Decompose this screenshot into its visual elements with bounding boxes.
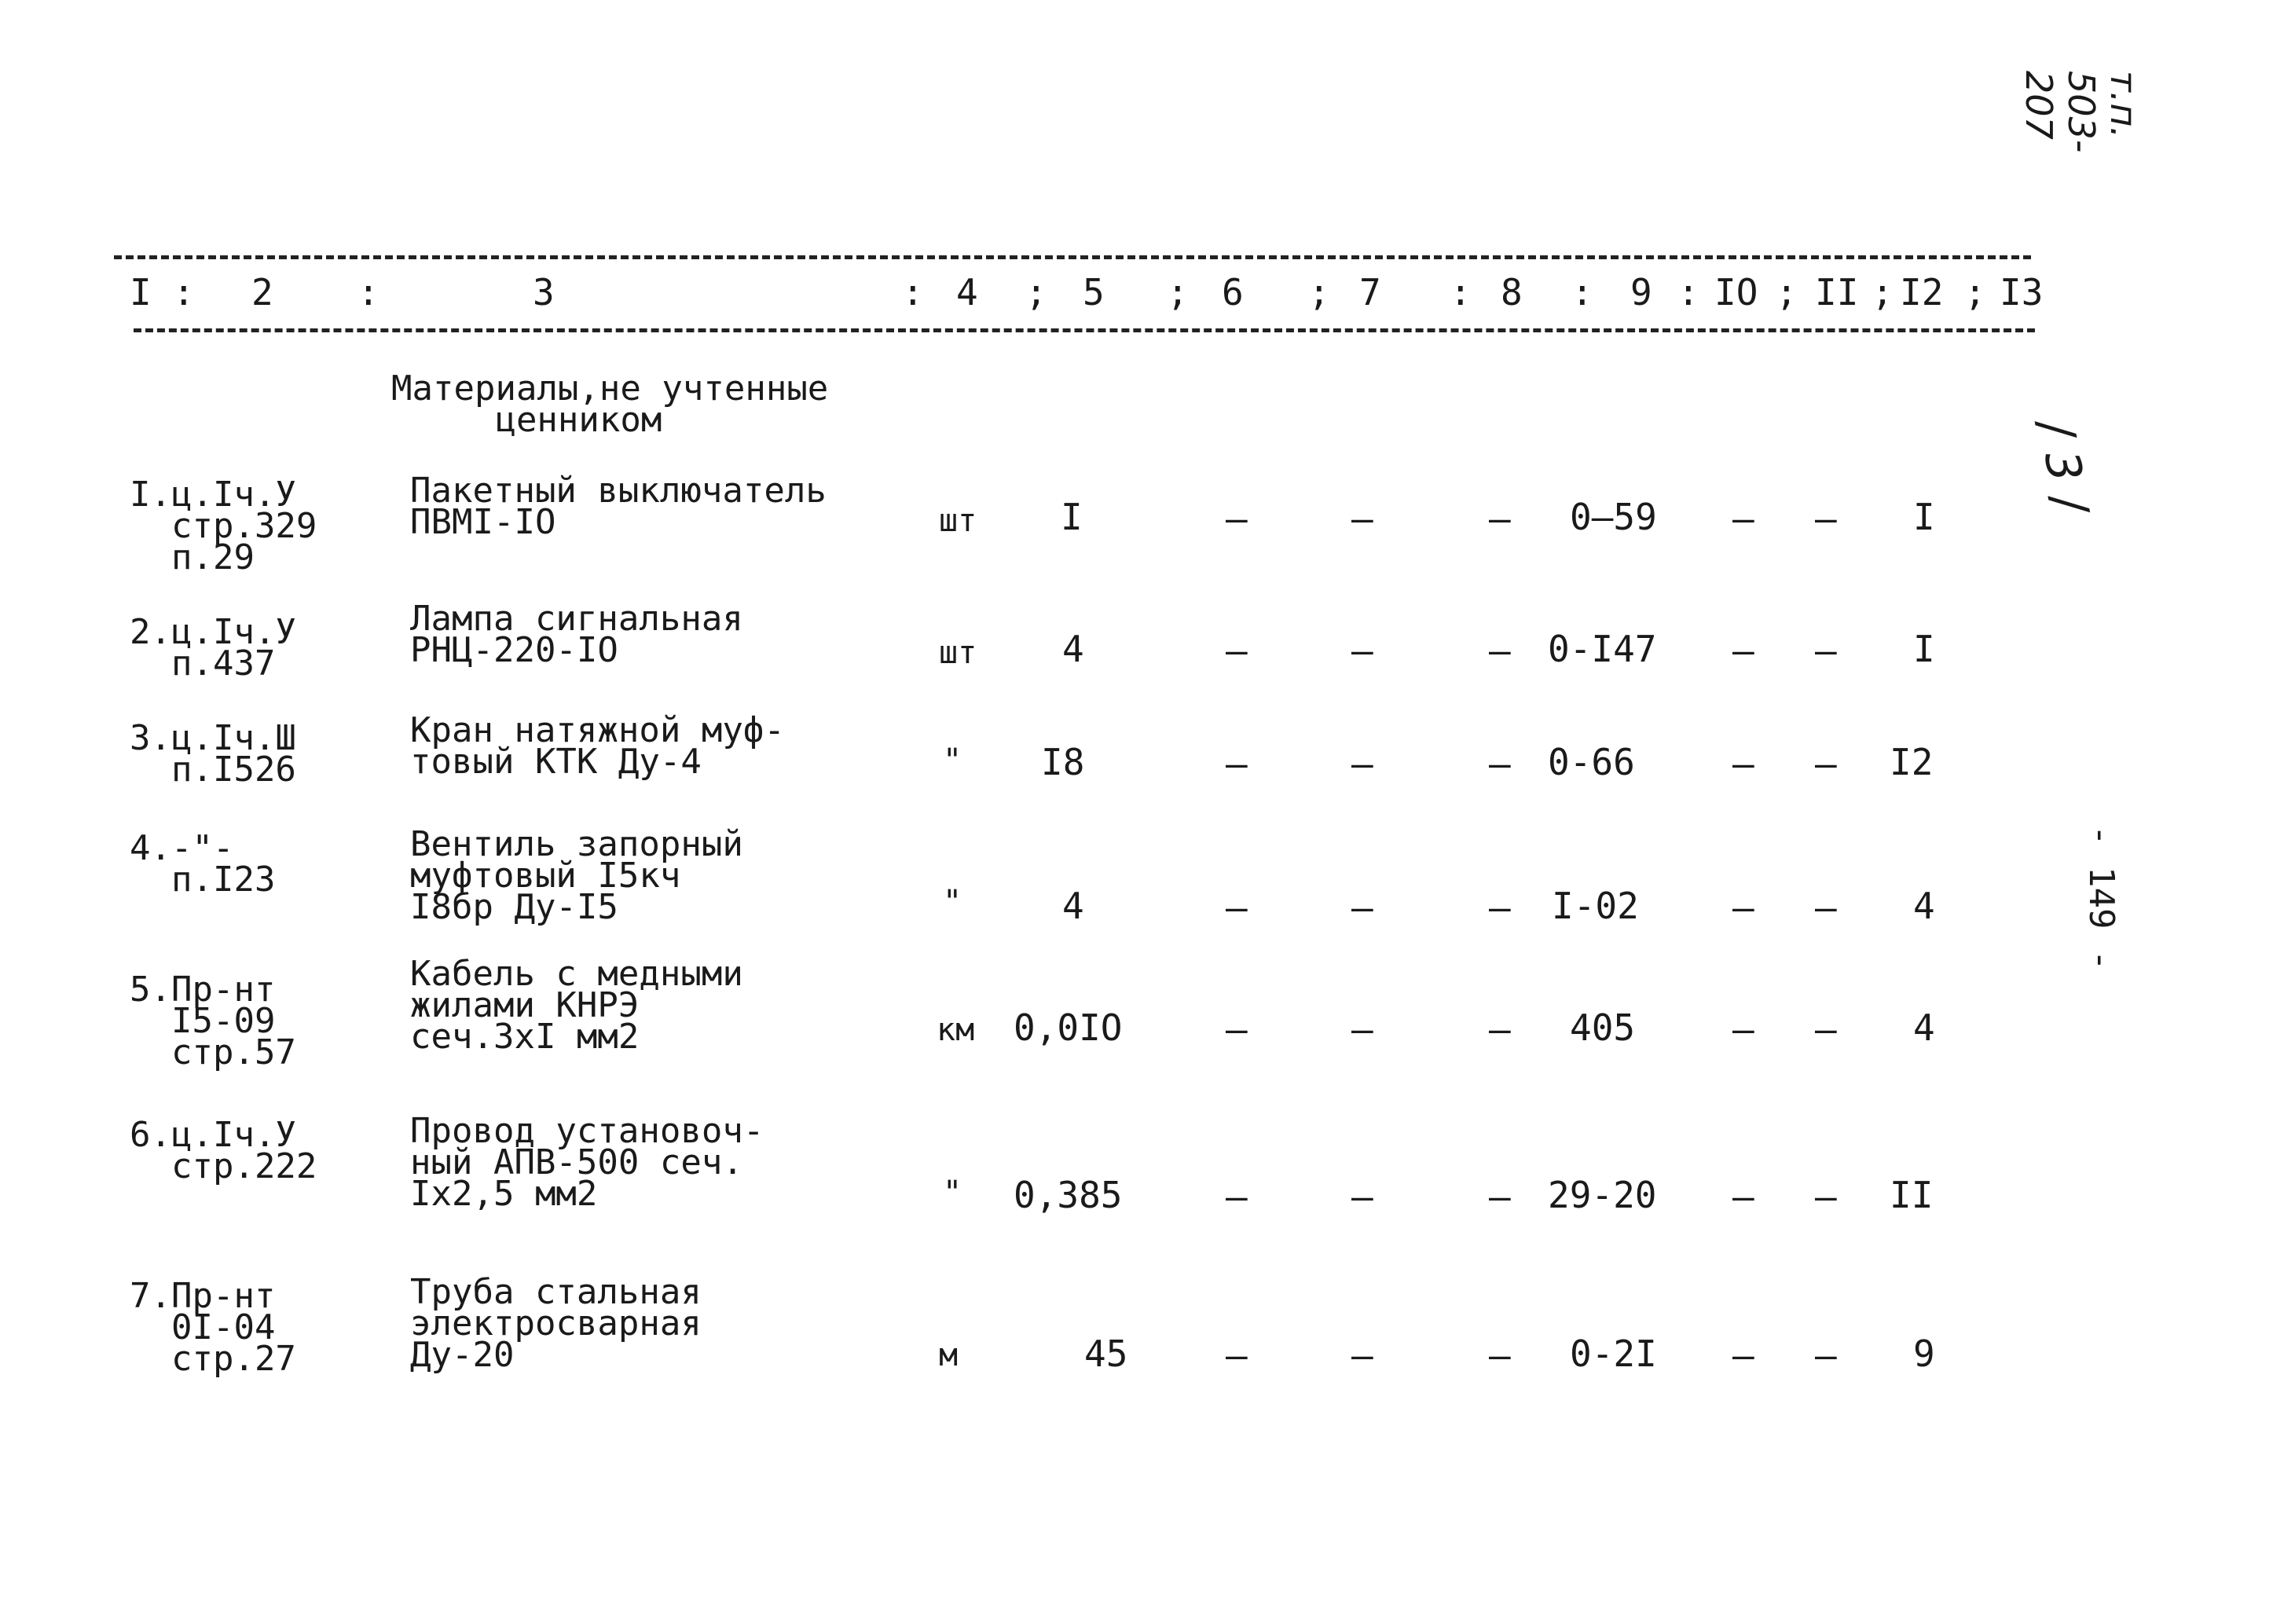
row-c11: – bbox=[1815, 629, 1837, 672]
row-c8: – bbox=[1489, 497, 1511, 540]
row-c12: II bbox=[1890, 1174, 1934, 1216]
col-separator: : bbox=[173, 271, 195, 313]
row-c7: – bbox=[1351, 742, 1373, 785]
row-qty: I bbox=[1061, 496, 1083, 538]
row-c11: – bbox=[1815, 886, 1837, 929]
row-c11: – bbox=[1815, 1008, 1837, 1050]
row-c6: – bbox=[1226, 886, 1248, 929]
row-ref: 6.ц.Iч.У стр.222 bbox=[130, 1115, 317, 1186]
col-header-7: 7 bbox=[1359, 271, 1381, 313]
col-header-1: I bbox=[130, 271, 152, 313]
row-c11: – bbox=[1815, 497, 1837, 540]
row-c7: – bbox=[1351, 629, 1373, 672]
row-c12: 4 bbox=[1913, 885, 1935, 927]
row-c8: – bbox=[1489, 742, 1511, 785]
row-ref: 7.Пр-нт 0I-04 стр.27 bbox=[130, 1276, 296, 1379]
row-c7: – bbox=[1351, 1008, 1373, 1050]
row-price: 29-20 bbox=[1548, 1174, 1657, 1216]
row-c10: – bbox=[1732, 742, 1754, 785]
col-header-5: 5 bbox=[1083, 271, 1105, 313]
row-c12: 9 bbox=[1913, 1333, 1935, 1375]
row-c10: – bbox=[1732, 629, 1754, 672]
row-ref: 2.ц.Iч.У п.437 bbox=[130, 612, 296, 684]
row-unit: шт bbox=[939, 503, 977, 539]
row-c10: – bbox=[1732, 1175, 1754, 1218]
header-rule-top bbox=[114, 255, 2031, 259]
row-name: Вентиль запорный муфтовый I5кч I8бр Ду-I5 bbox=[410, 824, 743, 927]
col-header-6: 6 bbox=[1222, 271, 1244, 313]
col-separator: ; bbox=[1308, 271, 1330, 313]
row-c6: – bbox=[1226, 1008, 1248, 1050]
row-unit: " bbox=[943, 742, 962, 779]
col-header-13: I3 bbox=[2000, 271, 2044, 313]
row-c7: – bbox=[1351, 886, 1373, 929]
row-c11: – bbox=[1815, 1175, 1837, 1218]
row-name: Кран натяжной муф- товый КТК Ду-4 bbox=[410, 710, 785, 782]
row-c12: 4 bbox=[1913, 1006, 1935, 1049]
row-c7: – bbox=[1351, 497, 1373, 540]
row-unit: шт bbox=[939, 635, 977, 671]
row-qty: 0,0IO bbox=[1014, 1006, 1123, 1049]
row-c8: – bbox=[1489, 1175, 1511, 1218]
row-ref: 5.Пр-нт I5-09 стр.57 bbox=[130, 970, 296, 1072]
row-c6: – bbox=[1226, 742, 1248, 785]
row-unit: км bbox=[937, 1012, 975, 1048]
row-ref: 4.-"- п.I23 bbox=[130, 828, 276, 900]
row-c8: – bbox=[1489, 886, 1511, 929]
row-qty: 45 bbox=[1084, 1333, 1128, 1375]
row-unit: м bbox=[939, 1337, 959, 1373]
row-c8: – bbox=[1489, 1334, 1511, 1377]
row-name: Кабель с медными жилами КНРЭ сеч.3хI мм2 bbox=[410, 954, 743, 1057]
row-price: I-02 bbox=[1552, 885, 1639, 927]
row-c11: – bbox=[1815, 742, 1837, 785]
document-reference: т.п. 503-207 bbox=[2018, 71, 2145, 153]
row-c12: I bbox=[1913, 628, 1935, 670]
row-price: 0-I47 bbox=[1548, 628, 1657, 670]
row-c12: I bbox=[1913, 496, 1935, 538]
row-c6: – bbox=[1226, 1334, 1248, 1377]
col-separator: ; bbox=[1776, 271, 1798, 313]
row-price: 405 bbox=[1570, 1006, 1636, 1049]
col-header-12: I2 bbox=[1900, 271, 1944, 313]
col-header-10: IO bbox=[1714, 271, 1758, 313]
col-header-8: 8 bbox=[1501, 271, 1523, 313]
col-separator: ; bbox=[1025, 271, 1047, 313]
row-c11: – bbox=[1815, 1334, 1837, 1377]
row-c7: – bbox=[1351, 1334, 1373, 1377]
row-c6: – bbox=[1226, 1175, 1248, 1218]
row-price: 0-2I bbox=[1570, 1333, 1657, 1375]
row-unit: " bbox=[943, 1175, 962, 1211]
row-price: 0-66 bbox=[1548, 741, 1635, 783]
section-title: Материалы,не учтенные ценником bbox=[391, 368, 829, 440]
row-name: Провод установоч- ный АПВ-500 сеч. Iх2,5 мм2 bbox=[410, 1111, 764, 1214]
row-qty: I8 bbox=[1041, 741, 1085, 783]
row-unit: " bbox=[943, 884, 962, 920]
col-header-4: 4 bbox=[956, 271, 978, 313]
col-separator: : bbox=[902, 271, 924, 313]
header-rule-bottom bbox=[134, 328, 2035, 332]
col-separator: : bbox=[1677, 271, 1699, 313]
row-c10: – bbox=[1732, 1008, 1754, 1050]
col-separator: : bbox=[357, 271, 379, 313]
margin-mark: / 3 / bbox=[2028, 416, 2099, 517]
row-ref: I.ц.Iч.У стр.329 п.29 bbox=[130, 475, 317, 577]
row-c10: – bbox=[1732, 1334, 1754, 1377]
col-header-9: 9 bbox=[1630, 271, 1652, 313]
row-c12: I2 bbox=[1890, 741, 1934, 783]
row-qty: 4 bbox=[1062, 628, 1084, 670]
row-c10: – bbox=[1732, 886, 1754, 929]
row-name: Пакетный выключатель ПВМI-IO bbox=[410, 471, 827, 542]
row-c6: – bbox=[1226, 629, 1248, 672]
row-c7: – bbox=[1351, 1175, 1373, 1218]
row-qty: 4 bbox=[1062, 885, 1084, 927]
row-c10: – bbox=[1732, 497, 1754, 540]
row-name: Лампа сигнальная РНЦ-220-IO bbox=[410, 599, 743, 670]
row-c6: – bbox=[1226, 497, 1248, 540]
col-separator: ; bbox=[1167, 271, 1189, 313]
row-ref: 3.ц.Iч.Ш п.I526 bbox=[130, 718, 296, 790]
row-qty: 0,385 bbox=[1014, 1174, 1123, 1216]
col-header-3: 3 bbox=[533, 271, 555, 313]
row-price: 0–59 bbox=[1570, 496, 1657, 538]
col-header-2: 2 bbox=[251, 271, 273, 313]
col-separator: : bbox=[1450, 271, 1472, 313]
col-separator: ; bbox=[1872, 271, 1894, 313]
col-separator: : bbox=[1571, 271, 1593, 313]
row-c8: – bbox=[1489, 629, 1511, 672]
col-header-11: II bbox=[1815, 271, 1859, 313]
page-number: - 149 - bbox=[2081, 825, 2121, 971]
row-name: Труба стальная электросварная Ду-20 bbox=[410, 1272, 702, 1375]
col-separator: ; bbox=[1964, 271, 1986, 313]
row-c8: – bbox=[1489, 1008, 1511, 1050]
